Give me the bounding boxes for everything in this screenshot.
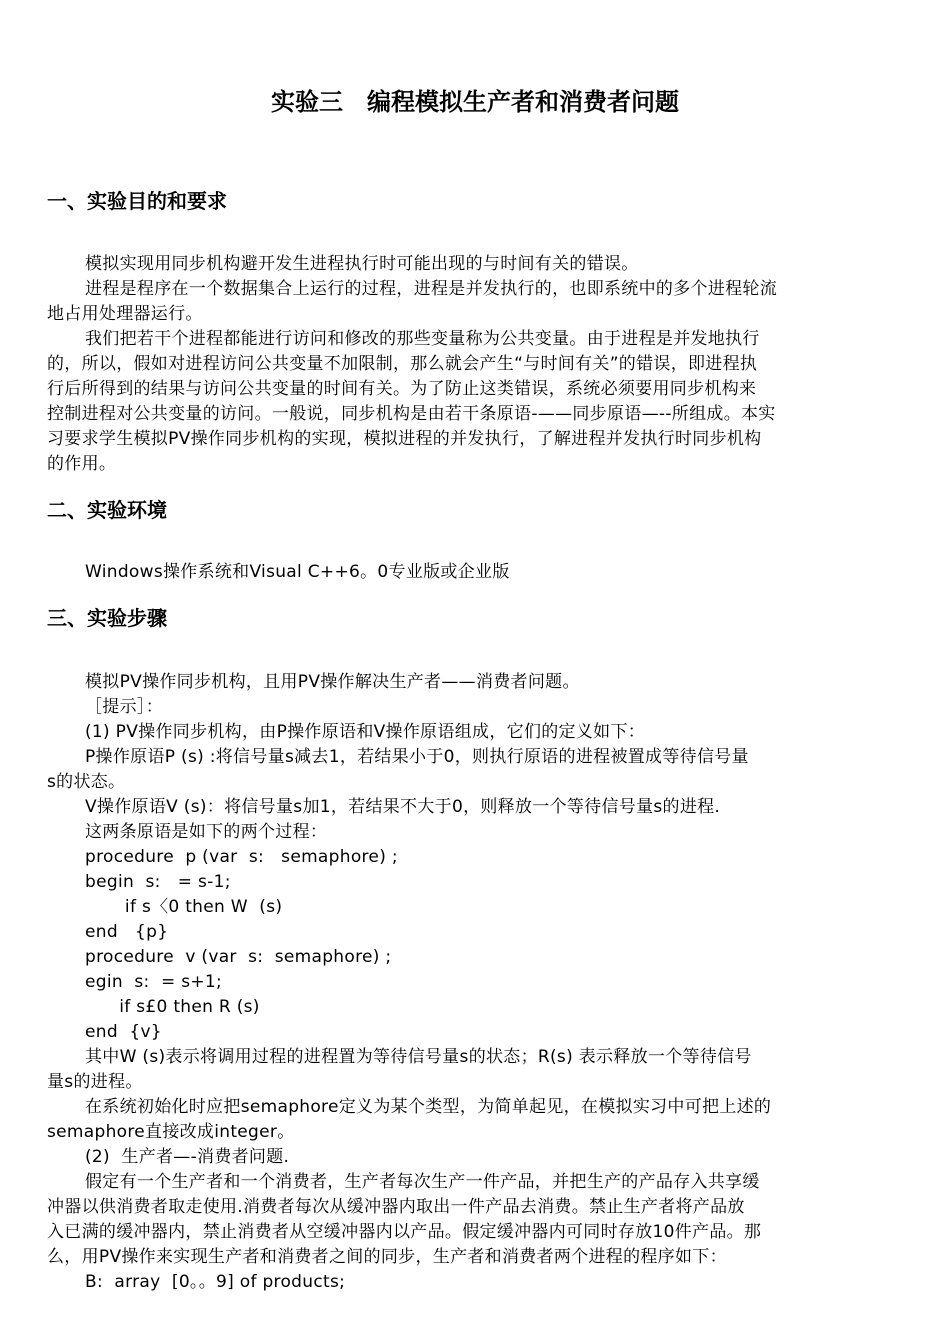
paragraph-line: 习要求学生模拟PV操作同步机构的实现，模拟进程的并发执行，了解进程并发执行时同步机构 [47, 429, 762, 449]
paragraph-line: (1) PV操作同步机构，由P操作原语和V操作原语组成，它们的定义如下： [85, 722, 646, 742]
paragraph-line: Windows操作系统和Visual C++6。0专业版或企业版 [85, 562, 510, 582]
paragraph-line: 冲器以供消费者取走使用.消费者每次从缓冲器内取出一件产品去消费。禁止生产者将产品放 [47, 1197, 745, 1217]
code-line: if s〈0 then W (s) [85, 897, 283, 917]
paragraph-line: 么，用PV操作来实现生产者和消费者之间的同步，生产者和消费者两个进程的程序如下： [47, 1247, 727, 1267]
paragraph-line: 的，所以，假如对进程访问公共变量不加限制，那么就会产生“与时间有关”的错误，即进程执 [47, 354, 758, 374]
code-line: procedure p (var s: semaphore) ; [85, 847, 398, 867]
paragraph-line: s的状态。 [47, 772, 126, 792]
code-line: begin s: = s-1; [85, 872, 231, 892]
paragraph-line: 在系统初始化时应把semaphore定义为某个类型，为简单起见，在模拟实习中可把上述的 [85, 1097, 772, 1117]
paragraph-line: 入已满的缓冲器内，禁止消费者从空缓冲器内以产品。假定缓冲器内可同时存放10件产品。那 [47, 1222, 762, 1242]
paragraph-line: 我们把若干个进程都能进行访问和修改的那些变量称为公共变量。由于进程是并发地执行 [85, 329, 760, 349]
code-line: B: array [0。。9] of products; [85, 1272, 346, 1292]
code-line: end {v} [85, 1022, 162, 1042]
section-heading-objectives: 一、实验目的和要求 [47, 189, 227, 213]
section-heading-environment: 二、实验环境 [47, 498, 167, 522]
paragraph-line: 这两条原语是如下的两个过程： [85, 822, 328, 842]
paragraph-line: semaphore直接改成integer。 [47, 1122, 295, 1142]
paragraph-line: 控制进程对公共变量的访问。一般说，同步机构是由若干条原语-——同步原语—--所组成。本实 [47, 404, 776, 424]
paragraph-line: V操作原语V (s)：将信号量s加1，若结果不大于0，则释放一个等待信号量s的进程. [85, 797, 721, 817]
paragraph-line: 模拟实现用同步机构避开发生进程执行时可能出现的与时间有关的错误。 [85, 254, 639, 274]
code-line: end {p} [85, 922, 169, 942]
paragraph-line: 地占用处理器运行。 [47, 304, 203, 324]
paragraph-line: 量s的进程。 [47, 1072, 143, 1092]
paragraph-line: P操作原语P (s) :将信号量s减去1，若结果小于0，则执行原语的进程被置成等待信号量 [85, 747, 749, 767]
paragraph-line: ［提示］： [85, 697, 163, 717]
code-line: if s£0 then R (s) [85, 997, 260, 1017]
paragraph-line: 假定有一个生产者和一个消费者，生产者每次生产一件产品，并把生产的产品存入共享缓 [85, 1172, 760, 1192]
paragraph-line: (2) 生产者—-消费者问题. [85, 1147, 290, 1167]
paragraph-line: 行后所得到的结果与访问公共变量的时间有关。为了防止这类错误，系统必须要用同步机构来 [47, 379, 757, 399]
code-line: egin s: = s+1; [85, 972, 223, 992]
paragraph-line: 模拟PV操作同步机构，且用PV操作解决生产者——消费者问题。 [85, 672, 580, 692]
document-title: 实验三 编程模拟生产者和消费者问题 [271, 87, 679, 116]
paragraph-line: 进程是程序在一个数据集合上运行的过程，进程是并发执行的，也即系统中的多个进程轮流 [85, 279, 777, 299]
code-line: procedure v (var s: semaphore) ; [85, 947, 392, 967]
section-heading-steps: 三、实验步骤 [47, 606, 167, 630]
paragraph-line: 其中W (s)表示将调用过程的进程置为等待信号量s的状态；R(s) 表示释放一个等待信号 [85, 1047, 752, 1067]
paragraph-line: 的作用。 [47, 454, 117, 474]
